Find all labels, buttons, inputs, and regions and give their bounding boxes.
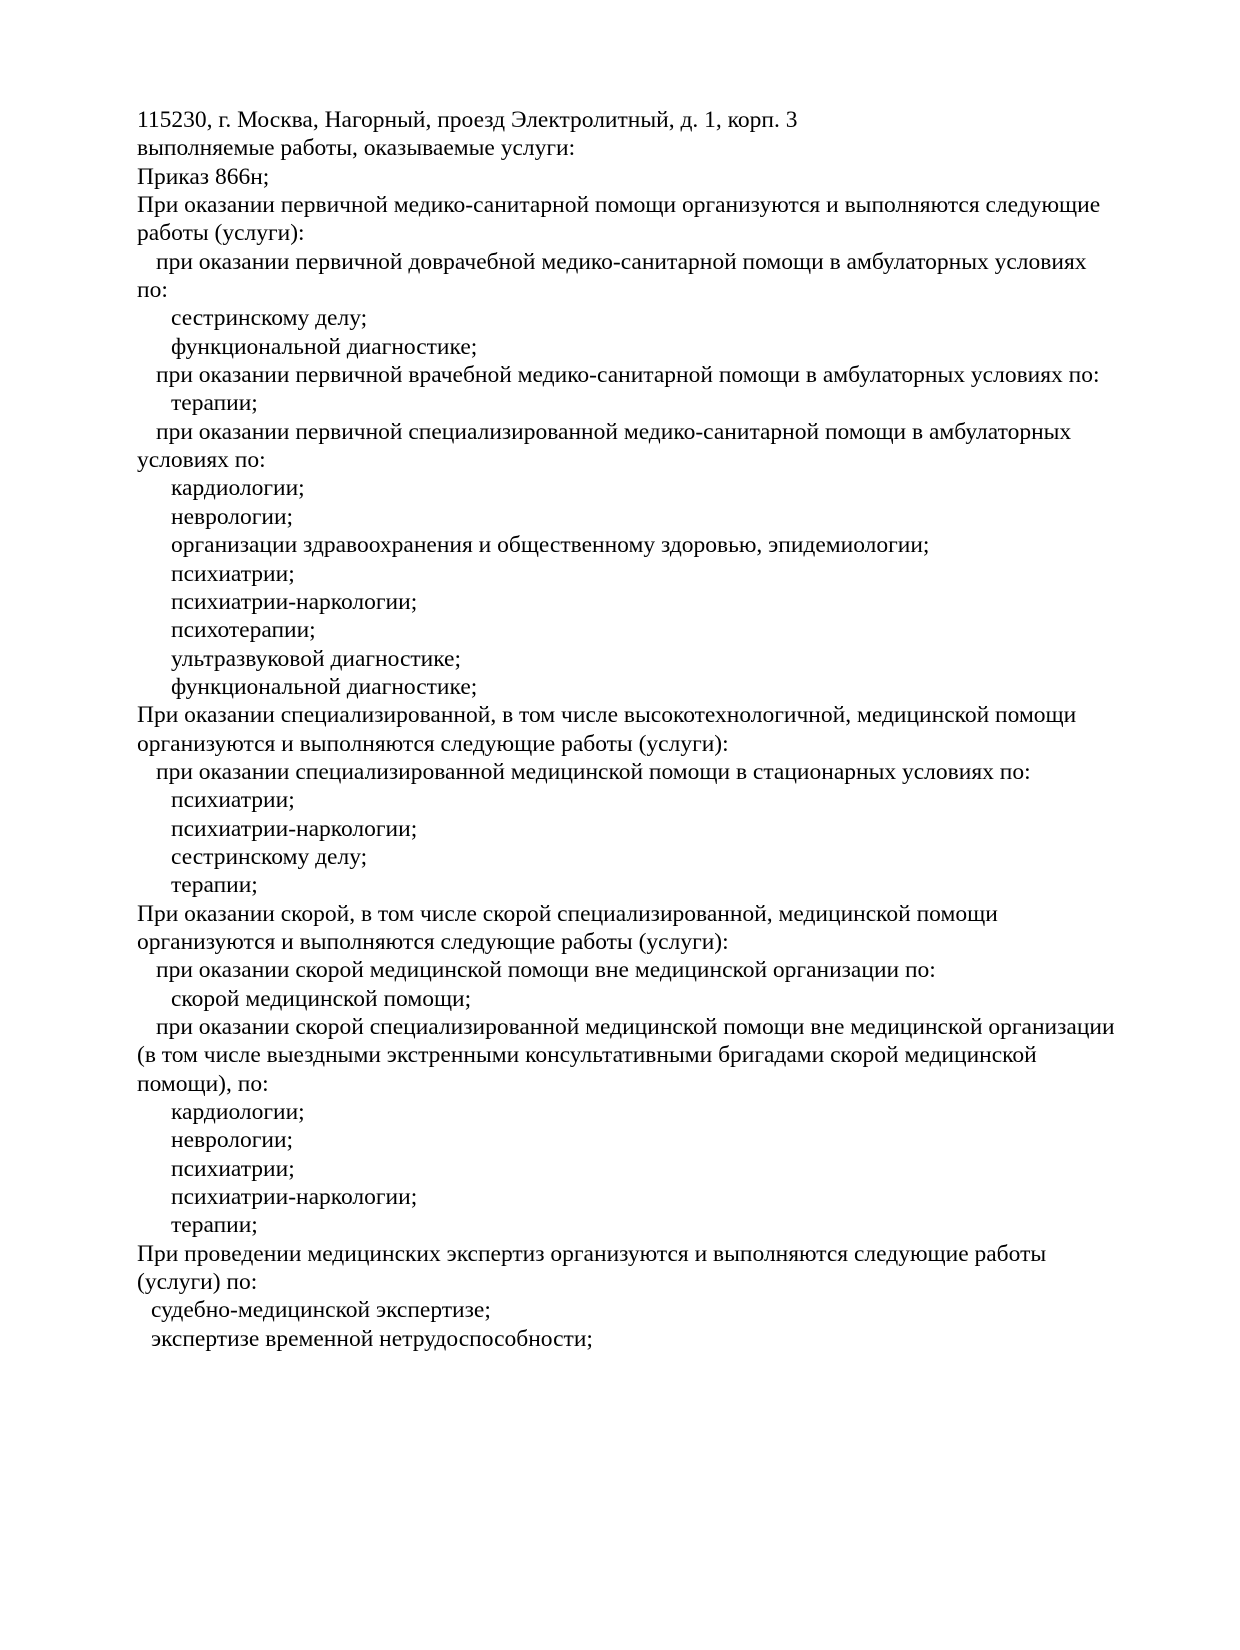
text-line: при оказании первичной специализированной медико-санитарной помощи в амбулаторных [156,418,1072,445]
text-line: скорой медицинской помощи; [171,985,472,1012]
text-line: кардиологии; [171,475,305,502]
text-line: условиях по: [137,447,266,474]
text-line: выполняемые работы, оказываемые услуги: [137,135,576,162]
text-line: психиатрии; [171,787,295,814]
text-line: психотерапии; [171,617,316,644]
text-line: функциональной диагностике; [171,673,478,700]
text-line: организации здравоохранения и общественному здоровью, эпидемиологии; [171,532,930,559]
text-line: терапии; [171,390,258,417]
text-line: работы (услуги): [137,220,305,247]
license-works-text [137,106,1217,1353]
text-line: Приказ 866н; [137,163,270,190]
text-line: организуются и выполняются следующие работы (услуги): [137,928,729,955]
text-line: При оказании скорой, в том числе скорой специализированной, медицинской помощи [137,900,998,927]
text-line: помощи), по: [137,1070,269,1097]
text-line: сестринскому делу; [171,305,368,332]
text-line: психиатрии; [171,1155,295,1182]
text-line: (в том числе выездными экстренными консультативными бригадами скорой медицинской [137,1042,1037,1069]
text-line: При проведении медицинских экспертиз организуются и выполняются следующие работы [137,1240,1047,1267]
text-line: сестринскому делу; [171,843,368,870]
text-line: при оказании специализированной медицинской помощи в стационарных условиях по: [156,758,1031,785]
text-line: при оказании первичной доврачебной медико-санитарной помощи в амбулаторных условиях [156,248,1087,275]
text-line: при оказании скорой медицинской помощи вне медицинской организации по: [156,957,936,984]
text-line: организуются и выполняются следующие работы (услуги): [137,730,729,757]
text-line: психиатрии-наркологии; [171,1184,418,1211]
text-line: при оказании первичной врачебной медико-санитарной помощи в амбулаторных условиях по: [156,362,1100,389]
text-line: по: [137,277,168,304]
text-line: кардиологии; [171,1099,305,1126]
text-line: 115230, г. Москва, Нагорный, проезд Электролитный, д. 1, корп. 3 [137,107,798,133]
text-line: При оказании специализированной, в том числе высокотехнологичной, медицинской помощи [137,702,1077,729]
text-line: неврологии; [171,503,294,530]
text-line: при оказании скорой специализированной медицинской помощи вне медицинской организации [156,1014,1115,1040]
text-line: судебно-медицинской экспертизе; [151,1297,491,1324]
text-line: психиатрии; [171,560,295,587]
text-line: функциональной диагностике; [171,333,478,360]
text-line: психиатрии-наркологии; [171,588,418,615]
text-line: терапии; [171,872,258,899]
text-line: экспертизе временной нетрудоспособности; [151,1325,593,1352]
text-line: При оказании первичной медико-санитарной помощи организуются и выполняются следующие [137,192,1101,219]
text-line: ультразвуковой диагностике; [171,645,462,672]
text-line: (услуги) по: [137,1269,258,1296]
text-line: терапии; [171,1212,258,1239]
text-line: психиатрии-наркологии; [171,815,418,842]
text-line: неврологии; [171,1127,294,1154]
